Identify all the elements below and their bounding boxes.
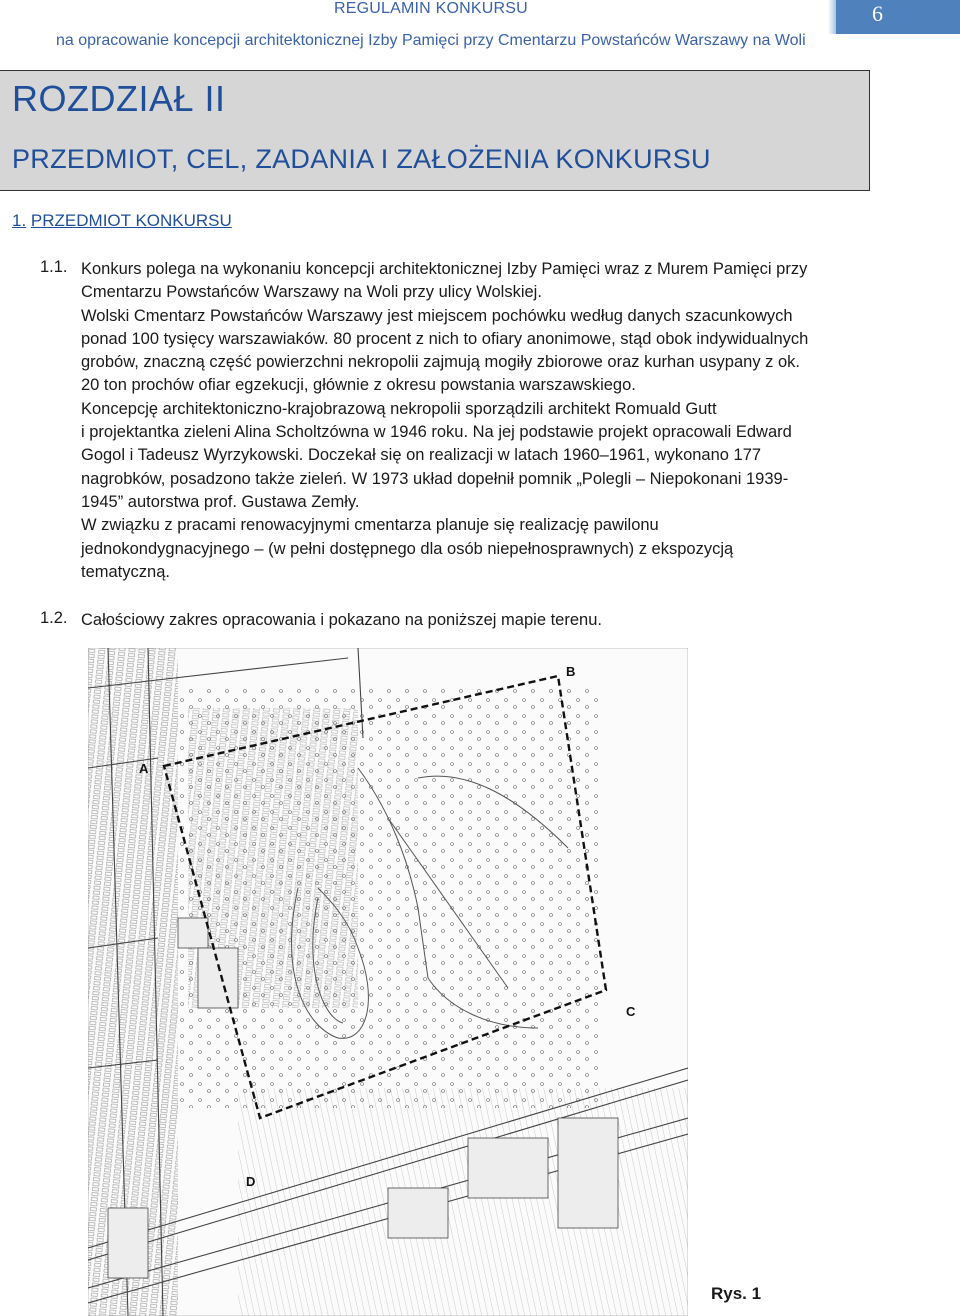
paragraph-number: 1.2. bbox=[40, 609, 68, 627]
chapter-title: ROZDZIAŁ II bbox=[12, 78, 226, 119]
paragraph-line: jednokondygnacyjnego – (w pełni dostępnego dla osób niepełnosprawnych) z ekspozycją bbox=[81, 539, 734, 558]
paragraph-line: Całościowy zakres opracowania i pokazano na poniższej mapie terenu. bbox=[81, 611, 602, 629]
paragraph-line: 20 ton prochów ofiar egzekucji, głównie z okresu powstania warszawskiego. bbox=[81, 376, 636, 395]
paragraph-line: Konkurs polega na wykonaniu koncepcji architektonicznej Izby Pamięci wraz z Murem Pamięci przy bbox=[81, 260, 808, 278]
figure-caption: Rys. 1 bbox=[711, 1284, 762, 1303]
document-header-subtitle: na opracowanie koncepcji architektonicznej Izby Pamięci przy Cmentarzu Powstańców Warszawy na Woli bbox=[56, 32, 806, 49]
section-title: PRZEDMIOT KONKURSU bbox=[30, 211, 232, 230]
corner-label-b: B bbox=[566, 664, 576, 679]
chapter-subtitle: PRZEDMIOT, CEL, ZADANIA I ZAŁOŻENIA KONKURSU bbox=[12, 144, 711, 174]
paragraph-line: 1945” autorstwa prof. Gustawa Zemły. bbox=[81, 492, 360, 511]
page-number: 6 bbox=[872, 1, 883, 26]
corner-label-c: C bbox=[626, 1004, 636, 1019]
section-heading bbox=[12, 211, 232, 231]
street-zone bbox=[238, 1088, 688, 1316]
paragraph-line: i projektantka zieleni Alina Scholtzówna w 1946 roku. Na jej podstawie projekt opracowali Edward bbox=[81, 423, 792, 442]
corner-label-d: D bbox=[246, 1174, 256, 1189]
paragraph-line: W związku z pracami renowacyjnymi cmentarza planuje się realizację pawilonu bbox=[81, 516, 659, 535]
paragraph-1-1 bbox=[81, 258, 881, 584]
paragraph-line: Wolski Cmentarz Powstańców Warszawy jest miejscem pochówku według danych szacunkowych bbox=[81, 306, 793, 325]
paragraph-line: tematyczną. bbox=[81, 562, 170, 581]
section-number: 1. bbox=[12, 211, 27, 230]
paragraph-line: grobów, znaczną część powierzchni nekropolii zajmują mogiły zbiorowe oraz kurhan usypany z ok. bbox=[81, 353, 801, 372]
paragraph-number: 1.1. bbox=[40, 258, 68, 276]
paragraph-line: nagrobków, posadzono także zieleń. W 1973 układ dopełnił pomnik „Polegli – Niepokonani 1939- bbox=[81, 469, 789, 488]
paragraph-line: ponad 100 tysięcy warszawiaków. 80 procent z nich to ofiary anonimowe, stąd obok indywidualnych bbox=[81, 329, 809, 348]
site-map bbox=[88, 648, 688, 1316]
paragraph-line: Koncepcję architektoniczno-krajobrazową nekropolii sporządzili architekt Romuald Gutt bbox=[81, 399, 717, 418]
corner-label-a: A bbox=[139, 761, 149, 776]
paragraph-line: Gogol i Tadeusz Wyrzykowski. Doczekał się on realizacji w latach 1960–1961, wykonano 177 bbox=[81, 446, 762, 465]
page-number-box bbox=[836, 0, 960, 34]
document-header-title: REGULAMIN KONKURSU bbox=[334, 0, 528, 17]
paragraph-1-2 bbox=[81, 609, 881, 632]
paragraph-line: Cmentarzu Powstańców Warszawy na Woli przy ulicy Wolskiej. bbox=[81, 283, 542, 302]
